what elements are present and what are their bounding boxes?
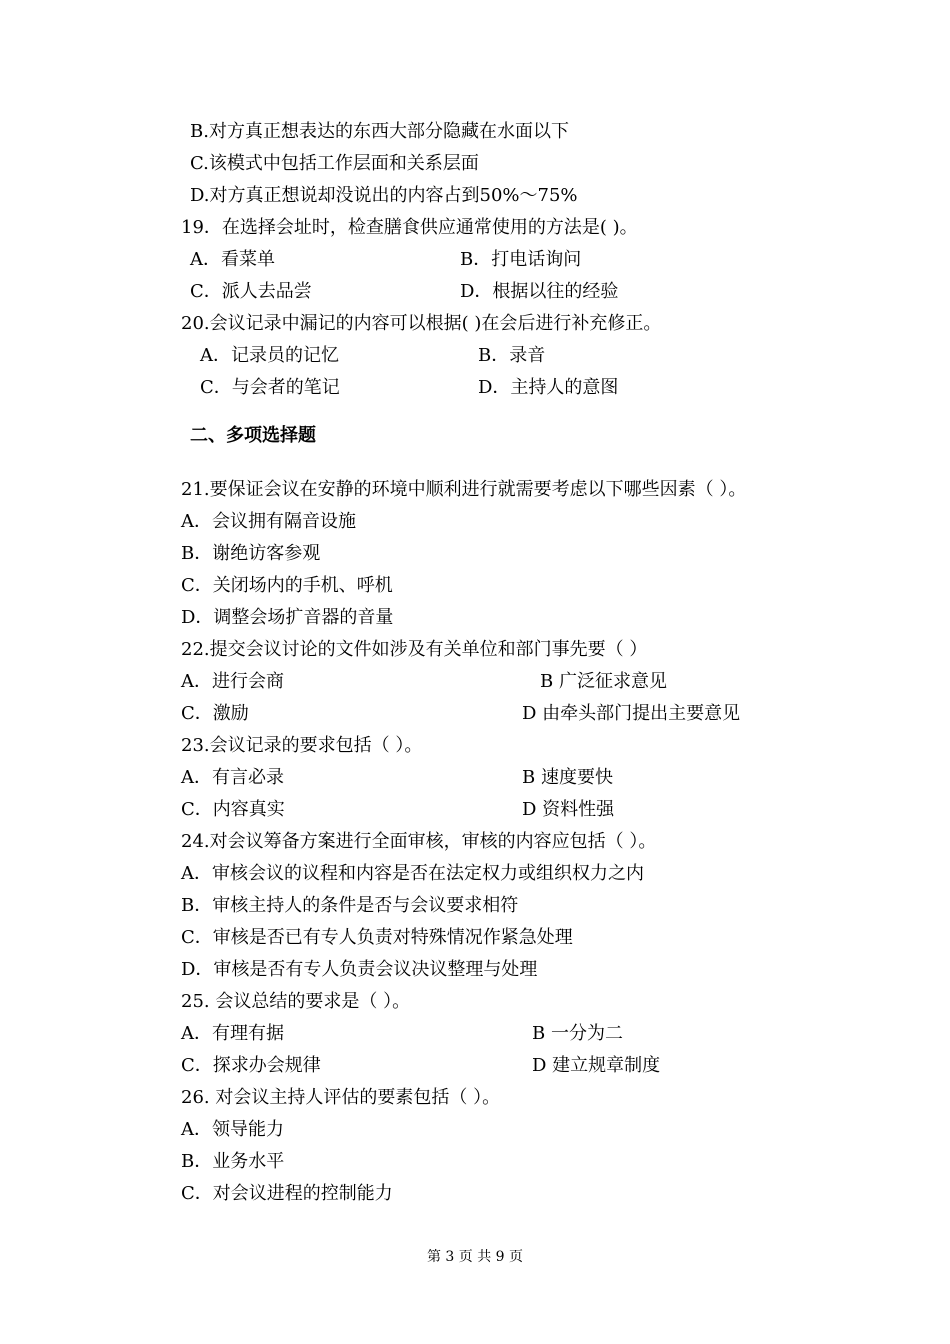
question-21: 21.要保证会议在安静的环境中顺利进行就需要考虑以下哪些因素（ ）。 [181,479,747,500]
question-23: 23.会议记录的要求包括（ ）。 [181,735,423,756]
q20-option-b: B．录音 [478,345,546,366]
question-22: 22.提交会议讨论的文件如涉及有关单位和部门事先要（ ） [181,639,648,660]
option-b-text: B.对方真正想表达的东西大部分隐藏在水面以下 [190,121,569,142]
q25-option-b: B 一分为二 [532,1023,623,1044]
question-24: 24.对会议筹备方案进行全面审核，审核的内容应包括（ ）。 [181,831,657,852]
section-heading: 二、多项选择题 [190,425,316,446]
q24-option-c: C．审核是否已有专人负责对特殊情况作紧急处理 [181,927,573,948]
q25-option-a: A．有理有据 [181,1023,284,1044]
q24-option-d: D．审核是否有专人负责会议决议整理与处理 [181,959,538,980]
q21-option-d: D．调整会场扩音器的音量 [181,607,394,628]
q21-option-b: B．谢绝访客参观 [181,543,321,564]
q26-option-c: C．对会议进程的控制能力 [181,1183,393,1204]
question-20: 20.会议记录中漏记的内容可以根据( )在会后进行补充修正。 [181,313,662,334]
q19-option-d: D．根据以往的经验 [460,281,619,302]
q22-option-b: B 广泛征求意见 [540,671,667,692]
q21-option-c: C．关闭场内的手机、呼机 [181,575,393,596]
q19-option-b: B．打电话询问 [460,249,582,270]
q25-option-c: C．探求办会规律 [181,1055,321,1076]
q21-option-a: A．会议拥有隔音设施 [181,511,356,532]
q19-option-a: A．看菜单 [190,249,275,270]
q22-option-d: D 由牵头部门提出主要意见 [522,703,741,724]
page-footer: 第 3 页 共 9 页 [426,1249,524,1265]
q26-option-b: B．业务水平 [181,1151,285,1172]
q24-option-b: B．审核主持人的条件是否与会议要求相符 [181,895,519,916]
q23-option-c: C．内容真实 [181,799,285,820]
option-d-text: D.对方真正想说却没说出的内容占到50%～75% [190,185,578,206]
q23-option-d: D 资料性强 [522,799,615,820]
q22-option-a: A．进行会商 [181,671,284,692]
q19-option-c: C．派人去品尝 [190,281,312,302]
question-19: 19．在选择会址时，检查膳食供应通常使用的方法是( )。 [181,217,638,238]
q23-option-b: B 速度要快 [522,767,613,788]
q25-option-d: D 建立规章制度 [532,1055,661,1076]
question-26: 26. 对会议主持人评估的要素包括（ ）。 [181,1087,501,1108]
q26-option-a: A．领导能力 [181,1119,284,1140]
q22-option-c: C．激励 [181,703,249,724]
q23-option-a: A．有言必录 [181,767,284,788]
q24-option-a: A．审核会议的议程和内容是否在法定权力或组织权力之内 [181,863,644,884]
q20-option-d: D．主持人的意图 [478,377,619,398]
q20-option-c: C．与会者的笔记 [200,377,340,398]
question-25: 25. 会议总结的要求是（ ）。 [181,991,411,1012]
q20-option-a: A．记录员的记忆 [200,345,339,366]
option-c-text: C.该模式中包括工作层面和关系层面 [190,153,479,174]
